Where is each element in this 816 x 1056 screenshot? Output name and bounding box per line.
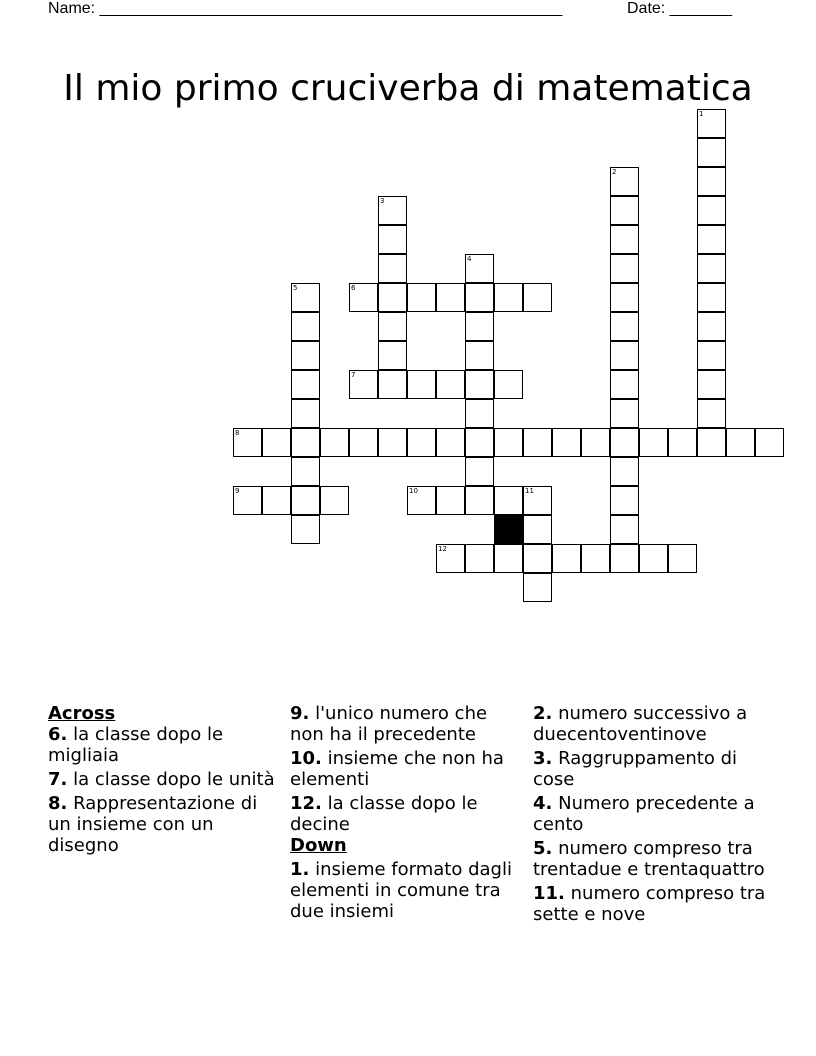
crossword-cell[interactable] [523,515,552,544]
clue-item [533,793,769,835]
clue-item [290,859,526,922]
clue-text: l'unico numero che non ha il precedente [290,703,488,745]
crossword-cell[interactable] [697,312,726,341]
clue-text: la classe dopo le unità [73,769,275,790]
crossword-cell[interactable] [523,428,552,457]
crossword-cell[interactable] [378,341,407,370]
crossword-cell[interactable] [523,573,552,602]
crossword-cell[interactable] [465,341,494,370]
crossword-cell[interactable] [552,544,581,573]
crossword-cell[interactable] [349,370,378,399]
crossword-cell[interactable] [668,544,697,573]
crossword-cell[interactable] [465,544,494,573]
clue-number-label: 12 [438,545,447,553]
crossword-cell[interactable] [523,283,552,312]
crossword-cell[interactable] [378,428,407,457]
crossword-cell[interactable] [349,283,378,312]
crossword-cell[interactable] [407,283,436,312]
crossword-cell[interactable] [291,312,320,341]
clue-number-label: 3 [380,197,385,205]
crossword-cell[interactable] [291,283,320,312]
clue-column-3 [533,703,769,928]
crossword-cell[interactable] [610,515,639,544]
crossword-cell[interactable] [407,370,436,399]
clue-item [290,703,526,745]
crossword-cell[interactable] [610,486,639,515]
crossword-cell[interactable] [639,428,668,457]
crossword-cell[interactable] [610,225,639,254]
crossword-cell[interactable] [291,515,320,544]
crossword-cell[interactable] [291,457,320,486]
clue-text: Rappresentazione di un insieme con un disegno [48,793,258,856]
crossword-cell[interactable] [291,428,320,457]
crossword-cell[interactable] [465,486,494,515]
clue-item [533,748,769,790]
crossword-cell[interactable] [697,370,726,399]
crossword-cell[interactable] [436,428,465,457]
clue-item [290,793,526,835]
clue-number: 10. [290,748,322,769]
crossword-cell[interactable] [697,428,726,457]
crossword-cell[interactable] [697,399,726,428]
crossword-cell[interactable] [465,457,494,486]
crossword-cell[interactable] [262,486,291,515]
clue-number: 9. [290,703,310,724]
crossword-cell[interactable] [233,486,262,515]
crossword-cell[interactable] [755,428,784,457]
clue-text: insieme formato dagli elementi in comune tra due insiemi [290,859,512,922]
clue-text: numero compreso tra sette e nove [533,883,766,925]
clue-number-label: 2 [612,168,617,176]
crossword-cell[interactable] [233,428,262,457]
clue-text: Raggruppamento di cose [533,748,738,790]
clue-number-label: 5 [293,284,298,292]
clue-item [533,883,769,925]
clue-text: la classe dopo le migliaia [48,724,224,766]
crossword-cell[interactable] [494,370,523,399]
clue-number-label: 10 [409,487,418,495]
clue-number: 4. [533,793,553,814]
clue-item [48,793,280,856]
crossword-cell[interactable] [697,283,726,312]
crossword-cell[interactable] [581,428,610,457]
crossword-cell[interactable] [697,254,726,283]
clue-item [48,724,280,766]
crossword-cell[interactable] [610,167,639,196]
crossword-cell[interactable] [378,370,407,399]
crossword-cell[interactable] [407,428,436,457]
crossword-cell[interactable] [697,341,726,370]
crossword-cell[interactable] [465,399,494,428]
clue-number: 3. [533,748,553,769]
crossword-cell[interactable] [465,312,494,341]
clue-number-label: 9 [235,487,240,495]
crossword-cell[interactable] [262,428,291,457]
crossword-cell[interactable] [465,428,494,457]
crossword-cell[interactable] [320,428,349,457]
crossword-cell[interactable] [552,428,581,457]
crossword-cell[interactable] [436,283,465,312]
clue-item [533,703,769,745]
crossword-cell[interactable] [610,428,639,457]
crossword-cell[interactable] [494,283,523,312]
crossword-cell[interactable] [378,283,407,312]
crossword-cell[interactable] [436,486,465,515]
crossword-cell[interactable] [465,283,494,312]
crossword-cell[interactable] [697,225,726,254]
crossword-cell[interactable] [378,254,407,283]
clue-number: 1. [290,859,310,880]
clue-item [48,769,280,790]
crossword-cell[interactable] [697,109,726,138]
crossword-cell[interactable] [697,167,726,196]
clue-number: 11. [533,883,565,904]
crossword-cell[interactable] [523,544,552,573]
clue-column-2 [290,703,526,925]
clue-number: 8. [48,793,68,814]
crossword-cell[interactable] [494,544,523,573]
crossword-cell[interactable] [291,370,320,399]
clue-number: 5. [533,838,553,859]
clue-text: numero successivo a duecentoventinove [533,703,748,745]
page-title: Il mio primo cruciverba di matematica [63,68,753,110]
clue-number-label: 7 [351,371,356,379]
clue-text: numero compreso tra trentadue e trentaquattro [533,838,765,880]
clue-item [290,748,526,790]
clue-text: la classe dopo le decine [290,793,478,835]
clue-text: Numero precedente a cento [533,793,755,835]
clue-number-label: 4 [467,255,472,263]
crossword-cell[interactable] [726,428,755,457]
crossword-cell[interactable] [378,196,407,225]
crossword-cell[interactable] [291,341,320,370]
crossword-cell[interactable] [610,312,639,341]
crossword-cell[interactable] [610,457,639,486]
crossword-cell[interactable] [610,544,639,573]
crossword-cell[interactable] [697,196,726,225]
crossword-cell[interactable] [610,254,639,283]
crossword-cell[interactable] [668,428,697,457]
crossword-cell[interactable] [320,486,349,515]
clue-item [533,838,769,880]
crossword-cell[interactable] [465,254,494,283]
crossword-cell[interactable] [639,544,668,573]
crossword-cell[interactable] [436,370,465,399]
crossword-cell[interactable] [610,283,639,312]
crossword-cell[interactable] [407,486,436,515]
crossword-cell[interactable] [291,486,320,515]
crossword-cell[interactable] [610,399,639,428]
name-line: Name: ____________________________________________________ [48,0,563,17]
down-heading: Down [290,835,347,856]
crossword-cell[interactable] [610,341,639,370]
across-heading: Across [48,703,116,724]
crossword-cell[interactable] [697,138,726,167]
clue-number-label: 1 [699,110,704,118]
clue-number: 6. [48,724,68,745]
clue-column-1 [48,703,280,859]
crossword-cell[interactable] [436,544,465,573]
clue-number: 2. [533,703,553,724]
crossword-cell[interactable] [523,486,552,515]
clue-number-label: 11 [525,487,534,495]
crossword-cell[interactable] [378,225,407,254]
crossword-cell[interactable] [610,196,639,225]
crossword-cell[interactable] [581,544,610,573]
clue-number-label: 6 [351,284,356,292]
date-line: Date: _______ [627,0,732,17]
crossword-cell[interactable] [494,486,523,515]
crossword-cell[interactable] [494,428,523,457]
crossword-black-cell [494,515,523,544]
crossword-cell[interactable] [465,370,494,399]
clue-number: 12. [290,793,322,814]
clue-number: 7. [48,769,68,790]
crossword-cell[interactable] [349,428,378,457]
clue-number-label: 8 [235,429,240,437]
crossword-cell[interactable] [378,312,407,341]
crossword-cell[interactable] [610,370,639,399]
crossword-cell[interactable] [291,399,320,428]
clue-text: insieme che non ha elementi [290,748,504,790]
